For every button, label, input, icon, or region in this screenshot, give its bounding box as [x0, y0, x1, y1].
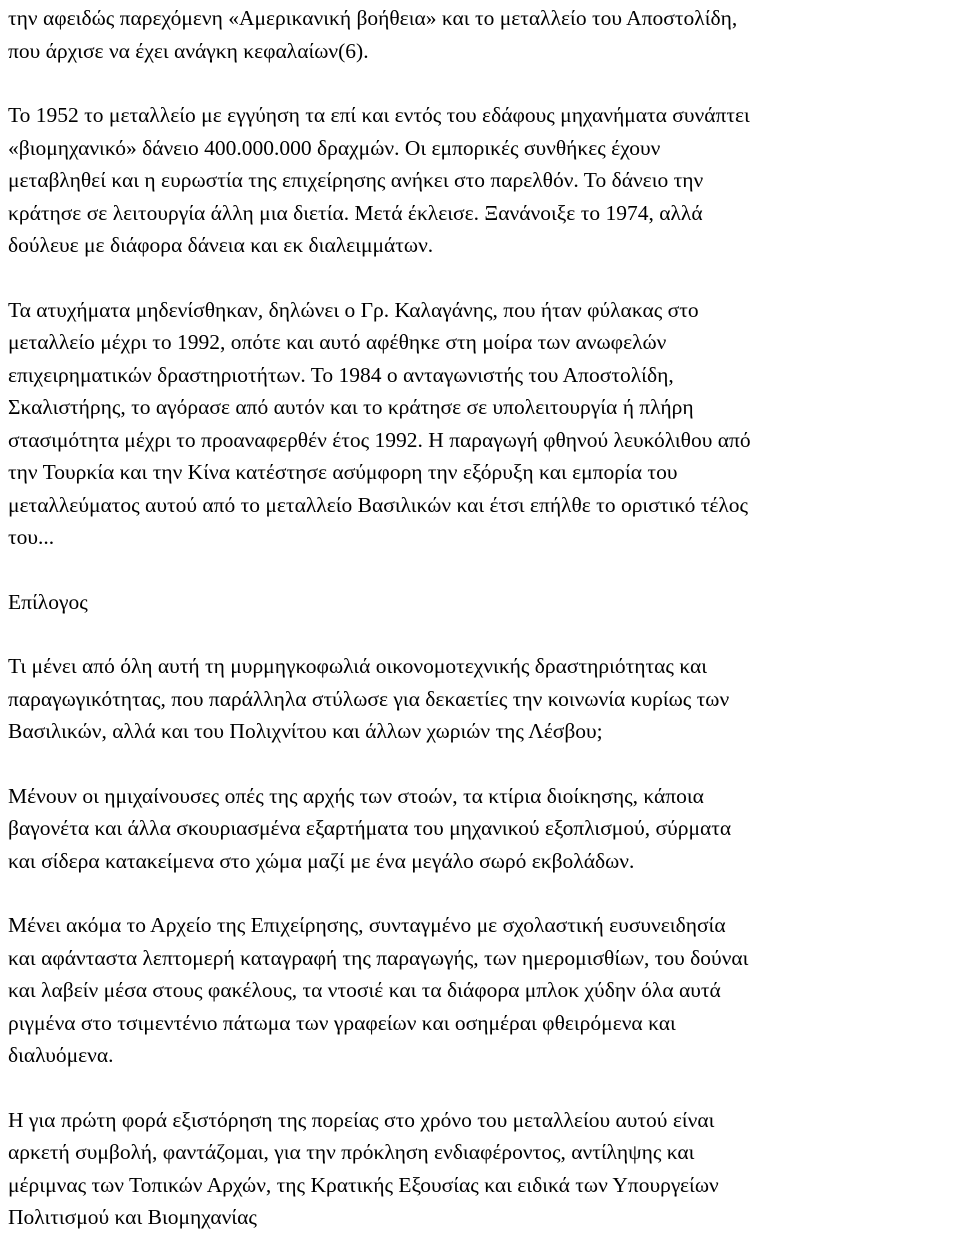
text-line: Τα ατυχήματα μηδενίσθηκαν, δηλώνει ο Γρ. Καλαγάνης, που ήταν φύλακας στο — [8, 297, 699, 322]
text-line: την αφειδώς παρεχόμενη «Αμερικανική βοήθεια» και το μεταλλείο του Αποστολίδη, — [8, 6, 738, 30]
text-line: «βιομηχανικό» δάνειο 400.000.000 δραχμών. Οι εμπορικές συνθήκες έχουν — [8, 135, 661, 160]
paragraph-industrial-loan — [8, 99, 952, 262]
text-line: Βασιλικών, αλλά και του Πολιχνίτου και άλλων χωριών της Λέσβου; — [8, 719, 603, 743]
text-line: Μένει ακόμα το Αρχείο της Επιχείρησης, συνταγμένο με σχολαστική ευσυνειδησία — [8, 913, 726, 937]
text-line: μέριμνας των Τοπικών Αρχών, της Κρατικής Εξουσίας και ειδικά των Υπουργείων — [8, 1172, 719, 1197]
text-line: μεταβληθεί και η ευρωστία της επιχείρησης ανήκει στο παρελθόν. Το δάνειο την — [8, 168, 704, 192]
text-line: μεταλλεύματος αυτού από το μεταλλείο Βασιλικών και έτσι επήλθε το οριστικό τέλος — [8, 492, 749, 517]
text-line: Η για πρώτη φορά εξιστόρηση της πορείας στο χρόνο του μεταλλείου αυτού είναι — [8, 1107, 715, 1132]
text-line: την Τουρκία και την Κίνα κατέστησε ασύμφορη την εξόρυξη και εμπορία του — [8, 460, 678, 484]
paragraph-accidents-closure — [8, 294, 952, 554]
text-line: διαλυόμενα. — [8, 1043, 114, 1067]
text-line: και αφάνταστα λεπτομερή καταγραφή της παραγωγής, των ημερομισθίων, του δούναι — [8, 945, 749, 970]
text-line: κράτησε σε λειτουργία άλλη μια διετία. Μετά έκλεισε. Ξανάνοιξε το 1974, αλλά — [8, 200, 703, 225]
paragraph-contribution — [8, 1104, 952, 1234]
text-line: Τι μένει από όλη αυτή τη μυρμηγκοφωλιά οικονομοτεχνικής δραστηριότητας και — [8, 654, 708, 678]
text-line: παραγωγικότητας, που παράλληλα στύλωσε για δεκαετίες την κοινωνία κυρίως των — [8, 686, 730, 711]
text-line: επιχειρηματικών δραστηριοτήτων. Το 1984 ο ανταγωνιστής του Αποστολίδη, — [8, 362, 674, 387]
text-line: στασιμότητα μέχρι το προαναφερθέν έτος 1992. Η παραγωγή φθηνού λευκόλιθου από — [8, 427, 751, 452]
text-line: μεταλλείο μέχρι το 1992, οπότε και αυτό αφέθηκε στη μοίρα των ανωφελών — [8, 330, 667, 354]
paragraph-what-remains — [8, 650, 952, 748]
paragraph-ruins — [8, 780, 952, 878]
text-line: που άρχισε να έχει ανάγκη κεφαλαίων(6). — [8, 38, 369, 63]
text-line: και σίδερα κατακείμενα στο χώμα μαζί με ένα μεγάλο σωρό εκβολάδων. — [8, 848, 635, 873]
text-line: και λαβείν μέσα στους φακέλους, τα ντοσιέ και τα διάφορα μπλοκ χύδην όλα αυτά — [8, 978, 721, 1002]
text-line: Το 1952 το μεταλλείο με εγγύηση τα επί και εντός του εδάφους μηχανήματα συνάπτει — [8, 103, 750, 127]
section-heading-epilogue: Επίλογος — [8, 589, 88, 614]
paragraph-archive — [8, 909, 952, 1072]
text-line: δούλευε με διάφορα δάνεια και εκ διαλειμμάτων. — [8, 233, 434, 257]
paragraph-american-aid — [8, 2, 952, 67]
text-line: βαγονέτα και άλλα σκουριασμένα εξαρτήματα του μηχανικού εξοπλισμού, σύρματα — [8, 816, 732, 840]
text-line: Πολιτισμού και Βιομηχανίας — [8, 1205, 257, 1229]
text-line: ριγμένα στο τσιμεντένιο πάτωμα των γραφείων και οσημέραι φθειρόμενα και — [8, 1010, 676, 1035]
text-line: αρκετή συμβολή, φαντάζομαι, για την πρόκληση ενδιαφέροντος, αντίληψης και — [8, 1140, 695, 1164]
text-line: Σκαλιστήρης, το αγόρασε από αυτόν και το κράτησε σε υπολειτουργία ή πλήρη — [8, 395, 694, 419]
text-line: του... — [8, 525, 55, 549]
text-line: Μένουν οι ημιχαίνουσες οπές της αρχής των στοών, τα κτίρια διοίκησης, κάποια — [8, 783, 704, 808]
